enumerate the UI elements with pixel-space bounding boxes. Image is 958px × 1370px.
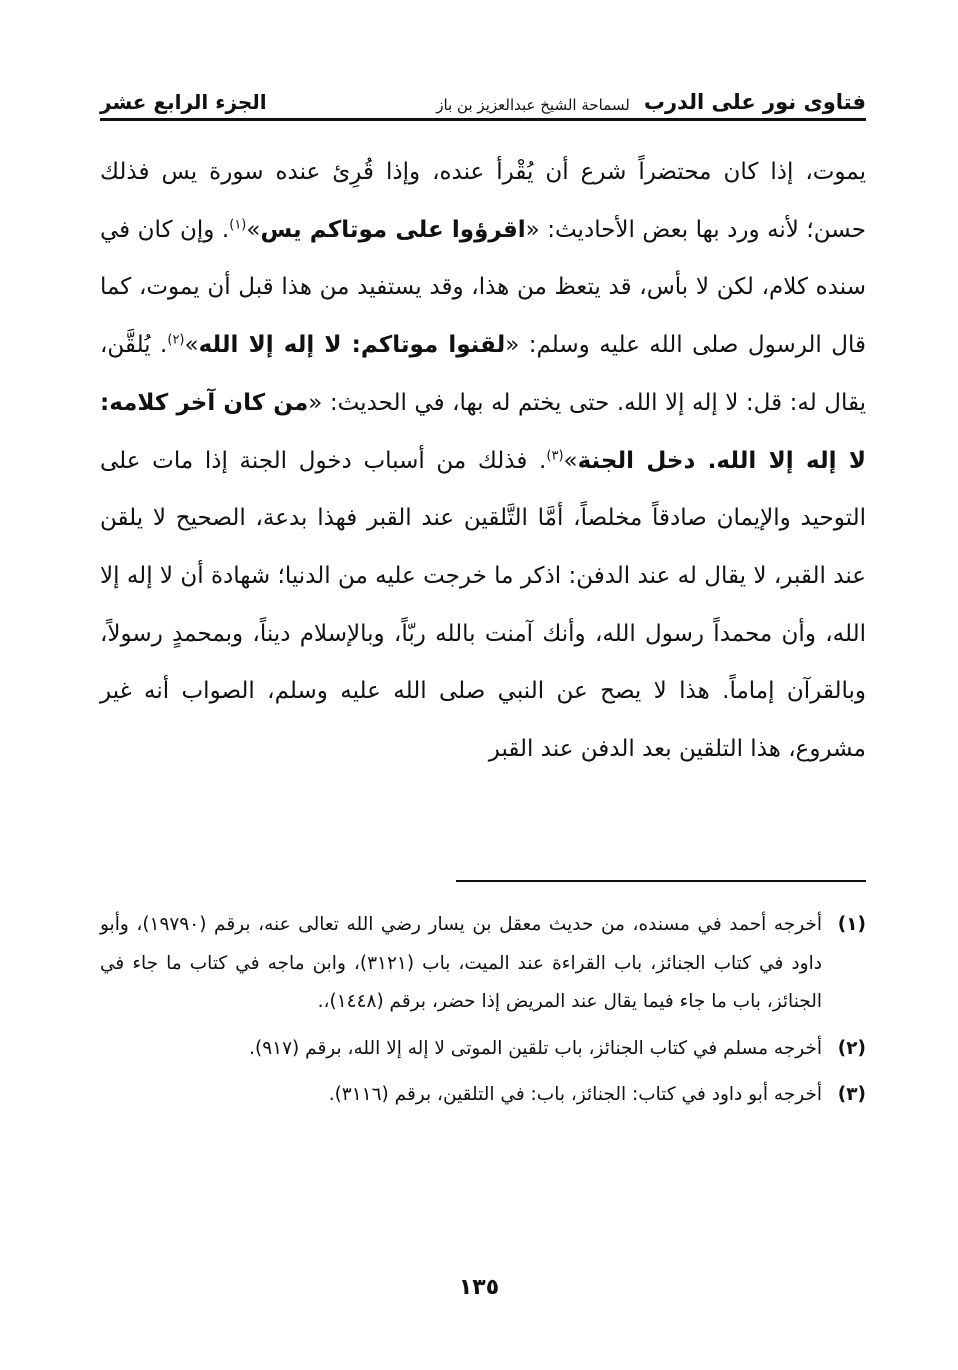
running-header xyxy=(100,70,866,121)
footnote-divider xyxy=(456,880,866,882)
hadith-quote: من كان آخر كلامه: لا إله إلا الله. دخل الجنة xyxy=(100,389,867,474)
text-segment: يموت، إذا كان محتضراً شرع أن يُقْرأ عنده، وإذا قُرِئ عنده سورة يس فذلك حسن؛ لأنه ورد بها بعض الأحاديث: « xyxy=(100,159,866,243)
closing-quote-mark: » xyxy=(246,216,261,243)
footnote-item xyxy=(100,906,866,1022)
book-title: فتاوى نور على الدرب xyxy=(643,90,866,114)
closing-quote-mark: » xyxy=(184,332,199,359)
volume-part: الجزء الرابع عشر xyxy=(100,90,267,114)
footnote-number: (١) xyxy=(837,914,866,935)
footnote-item xyxy=(100,1076,866,1115)
footnote-text: أخرجه أحمد في مسنده، من حديث معقل بن يسار رضي الله تعالى عنه، برقم (١٩٧٩٠)، وأبو داود في كتاب الجنائز، باب القراءة عند الميت، باب (٣١٢١)، وابن ماجه في كتاب ما جاء في الجنائز، باب ما جاء فيما يقال عند المريض إذا حضر، برقم (١٤٤٨)،. xyxy=(100,914,822,1012)
main-paragraph xyxy=(100,144,866,779)
hadith-quote: لقنوا موتاكم: لا إله إلا الله xyxy=(198,332,506,359)
text-segment: . يُلقَّن، يقال له: قل: لا إله إلا الله. حتى يختم له بها، في الحديث: « xyxy=(100,332,866,416)
hadith-quote: اقرؤوا على موتاكم يس xyxy=(260,216,526,243)
page-number: ١٣٥ xyxy=(458,1275,500,1300)
closing-quote-mark: » xyxy=(563,447,578,474)
author-name: لسماحة الشيخ عبدالعزيز بن باز xyxy=(436,96,630,114)
footnote-ref: (٢) xyxy=(167,332,185,348)
text-segment: . فذلك من أسباب دخول الجنة إذا مات على التوحيد والإيمان صادقاً مخلصاً، أمَّا التَّلقين عند القبر فهذا بدعة، الصحيح لا يلقن عند القبر، لا يقال له عند الدفن: اذكر ما خرجت عليه من الدنيا؛ شهادة أن لا إله إلا الله، وأن محمداً رسول الله، وأنك آمنت بالله ربّاً، وبالإسلام ديناً، وبمحمدٍ رسولاً، وبالقرآن إماماً. هذا لا يصح عن النبي صلى الله عليه وسلم، الصواب أنه غير مشروع، هذا التلقين بعد الدفن عند القبر xyxy=(100,447,866,763)
footnotes xyxy=(100,906,866,1123)
footnote-number: (٣) xyxy=(837,1084,866,1105)
footnote-item xyxy=(100,1030,866,1069)
main-text xyxy=(100,144,866,779)
text-segment: . وإن كان في سنده كلام، لكن لا بأس، قد يتعظ من هذا، وقد يستفيد من هذا قبل أن يموت، كما قال الرسول صلى الله عليه وسلم: « xyxy=(100,216,866,359)
footnote-number: (٢) xyxy=(837,1037,866,1059)
footnote-ref: (٣) xyxy=(546,447,564,463)
footnote-ref: (١) xyxy=(229,217,247,233)
footnote-text: أخرجه أبو داود في كتاب: الجنائز، باب: في التلقين، برقم (٣١١٦). xyxy=(328,1084,822,1105)
footnote-text: أخرجه مسلم في كتاب الجنائز، باب تلقين الموتى لا إله إلا الله، برقم (٩١٧). xyxy=(249,1037,822,1059)
